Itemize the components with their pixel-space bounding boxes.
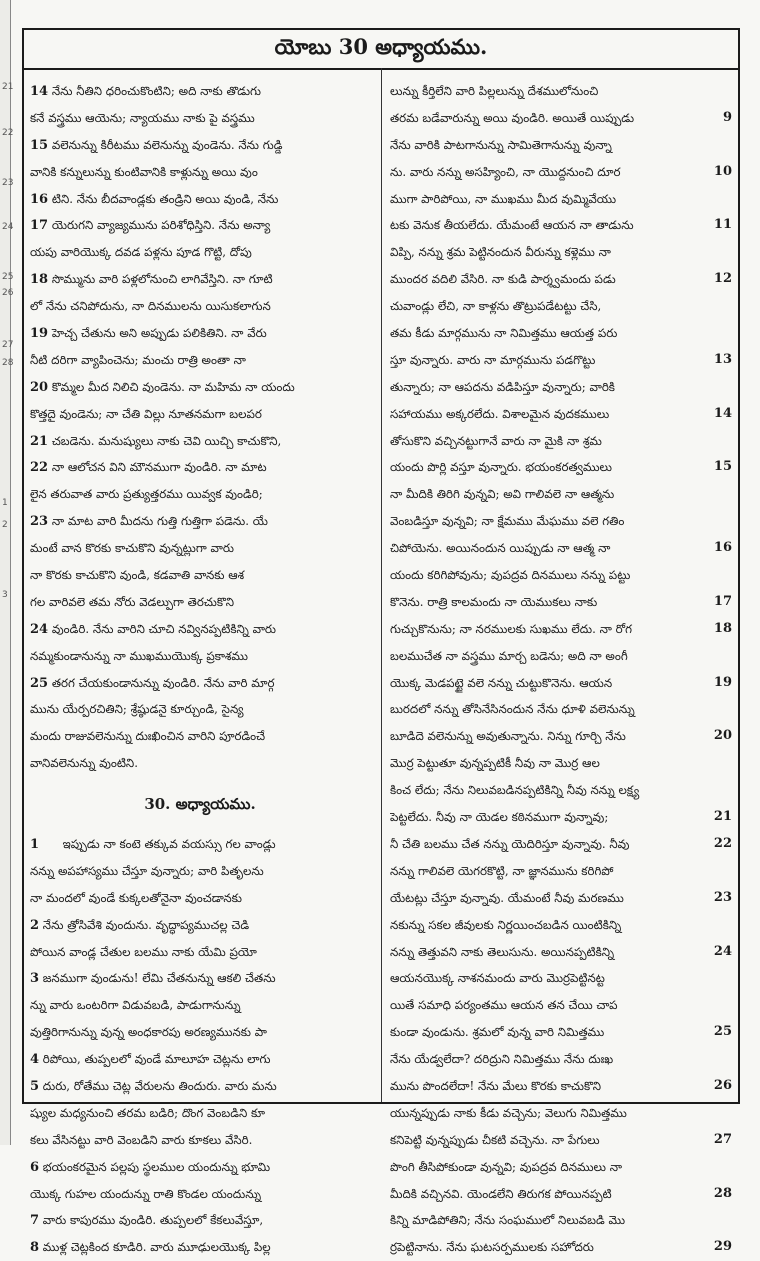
verse-text: గుచ్చుకొనును; నా నరములకు సుఖము లేదు. నా రోగ: [390, 621, 632, 636]
verse-text: పోయిన వాండ్ల చేతుల బలము నాకు యేమి ప్రయో: [30, 944, 257, 959]
verse-number: 19: [713, 674, 732, 690]
verse-number: 25: [713, 1024, 732, 1040]
text-line: [30, 401, 370, 428]
verse-text: యున్నప్పుడు నాకు కీడు వచ్చెను; వెలుగు నిమిత్తము: [390, 1105, 627, 1120]
margin-number: 21: [2, 82, 14, 92]
verse-number: 24: [30, 621, 49, 637]
verse-number: 22: [713, 835, 732, 851]
text-line: [390, 347, 732, 374]
verse-text: యేటట్లు చేస్తూ వున్నావు. యేమంటే నీవు మరణము: [390, 890, 624, 905]
text-line: [390, 1100, 732, 1127]
verse-text: టిని. నేను బీదవాండ్లకు తండ్రిని అయి వుండి, నేను: [51, 191, 279, 206]
text-line: [30, 1100, 370, 1127]
verse-text: గల వారివలె తమ నోరు వెడల్పుగా తెరచుకొని: [30, 594, 234, 609]
verse-text: నన్ను తెత్తువని నాకు తెలుసును. అయినప్పటికిన్ని: [390, 944, 615, 959]
verse-text: జనముగా వుండును! లేమి చేతనున్ను ఆకలి చేతను: [42, 971, 276, 986]
text-line: [30, 696, 370, 723]
text-line: [390, 401, 732, 428]
verse-number: 18: [713, 620, 732, 636]
verse-text: వానివలెనున్ను వుంటిని.: [30, 756, 138, 771]
verse-text: ఆయనయొక్క నాశనమందు వారు మొర్రపెట్టినట్ట: [390, 971, 605, 986]
verse-text: యందు పొర్లి వస్తూ వున్నారు. భయంకరత్వములు: [390, 460, 612, 475]
verse-text: తరమ బడేవారున్ను అయి వుండిరి. అయితే యిప్పుడు: [390, 110, 635, 125]
text-line: [390, 723, 732, 750]
verse-text: వుండిరి. నేను వారిని చూచి నవ్వినప్పటికిన్ని వారు: [51, 621, 277, 636]
text-line: [30, 454, 370, 481]
verse-text: ఇప్పుడు నా కంటె తక్కువ వయస్సు గల వాండ్లు: [62, 836, 276, 851]
text-line: [30, 1234, 370, 1261]
text-line: [390, 132, 732, 159]
text-line: [30, 266, 370, 293]
text-line: [30, 1073, 370, 1100]
verse-number: 4: [30, 1052, 40, 1068]
text-line: [390, 616, 732, 643]
margin-number: 22: [2, 128, 14, 138]
verse-text: మును యేర్పరచితిని; శ్రేష్ఠుడనై కూర్చుండి, సైన్య: [30, 702, 244, 717]
text-line: [30, 1019, 370, 1046]
verse-text: నా మీదికి తిరిగి వున్నవి; అవి గాలివలె నా ఆత్మను: [390, 487, 615, 502]
verse-number: 14: [30, 84, 49, 99]
verse-text: కొమ్మల మీద నిలిచి వుండెను. నా మహిమ నా యందు: [51, 379, 295, 394]
chapter-heading: 30. అధ్యాయము.: [144, 794, 256, 813]
verse-text: న్ను వారు ఒంటరిగా విడువబడి, పాడుగానున్ను: [30, 998, 241, 1013]
verse-number: 8: [30, 1240, 40, 1256]
verse-text: నన్ను గాలివలె యెగరకొట్టి, నా జ్ఞానమును కరిగిపో: [390, 863, 614, 878]
left-column: [30, 78, 370, 1261]
text-line: [390, 670, 732, 697]
verse-number: 2: [30, 917, 40, 933]
verse-text: కిన్ని మాడిపోతిని; నేను సంఘములో నిలువబడి మొ: [390, 1213, 626, 1228]
text-line: [390, 105, 732, 132]
text-line: [390, 1046, 732, 1073]
text-line: [390, 159, 732, 186]
text-line: [30, 78, 370, 105]
verse-text: మంటే వాన కొరకు కాచుకొని వున్నట్లుగా వారు: [30, 541, 234, 556]
verse-text: మొర్ర పెట్టుతూ వున్నప్పటికీ నీవు నా మొర్ర ఆల: [390, 756, 600, 771]
verse-text: నా కొరకు కాచుకొని వుండి, కడవాతి వానకు ఆశ: [30, 568, 245, 583]
text-line: [30, 1046, 370, 1073]
text-line: [390, 1181, 732, 1208]
text-line: [30, 939, 370, 966]
verse-text: హెచ్చ చేతును అని అప్పుడు పలికితిని. నా వేరు: [51, 326, 267, 341]
scan-edge: [0, 0, 14, 1145]
text-line: [30, 723, 370, 750]
verse-text: నా మందలో వుండే కుక్కలతోనైనా వుంచడానకు: [30, 890, 242, 905]
verse-text: నీటి దరిగా వ్యాపించెను; మంచు రాత్రి అంతా నా: [30, 352, 246, 367]
text-line: [390, 912, 732, 939]
text-line: [30, 992, 370, 1019]
verse-text: రిపోయి, తుప్పలలో వుండే మాలూహ చెట్లను లాగు: [42, 1052, 271, 1067]
verse-text: టకు వెనుక తీయలేదు. యేమంటే ఆయన నా తాడును: [390, 218, 634, 233]
text-line: [390, 885, 732, 912]
verse-number: 11: [713, 217, 732, 233]
verse-text: వారు కాపురము వుండిరి. తుప్పలలో కేకలువేస్తూ,: [42, 1213, 264, 1228]
text-line: [30, 912, 370, 939]
verse-number: 24: [713, 943, 732, 959]
verse-number: 15: [713, 459, 732, 475]
text-line: [390, 858, 732, 885]
margin-number: 3: [2, 590, 8, 600]
verse-text: యొక్క గుహల యందున్ను రాతి కొండల యందున్ను: [30, 1186, 262, 1201]
verse-text: నన్ను అపహాస్యము చేస్తూ వున్నారు; వారి పితృలను: [30, 863, 264, 878]
margin-number: 26: [2, 288, 14, 298]
verse-text: చువాండ్లు లేచి, నా కాళ్లను తొట్రుపడేటట్టు చేసి,: [390, 299, 602, 314]
text-line: [390, 750, 732, 777]
verse-text: యెరుగని వ్యాజ్యమును పరిశోధిస్తిని. నేను అన్యా: [51, 218, 271, 233]
verse-number: 20: [30, 379, 49, 395]
text-line: [30, 670, 370, 697]
verse-number: 23: [30, 514, 49, 530]
verse-text: ర్రపెట్టినాను. నేను ఘటసర్పములకు సహోదరు: [390, 1240, 594, 1255]
margin-number: 1: [2, 498, 8, 508]
text-line: [390, 239, 732, 266]
verse-text: విప్పి, నన్ను శ్రమ పెట్టినందున వీరున్ను కళ్లెము నా: [390, 245, 611, 260]
verse-number: 28: [713, 1185, 732, 1201]
text-line: [390, 992, 732, 1019]
text-line: [30, 132, 370, 159]
margin-number: 2: [2, 520, 8, 530]
verse-text: కలు వేసినట్టు వారి వెంబడిని వారు కూకలు వేసిరి.: [30, 1132, 253, 1147]
text-line: [390, 1127, 732, 1154]
text-line: [30, 1154, 370, 1181]
page-frame: [22, 28, 740, 1256]
text-line: [390, 266, 732, 293]
verse-text: తోసుకొని వచ్చినట్టుగానే వారు నా మైకి నా శ్రమ: [390, 433, 602, 448]
text-line: [30, 885, 370, 912]
verse-text: ను. వారు నన్ను అసహ్యించి, నా యొద్దనుంచి దూర: [390, 164, 621, 179]
verse-number: 16: [713, 540, 732, 556]
verse-number: 29: [713, 1239, 732, 1255]
text-line: [390, 1207, 732, 1234]
text-line: [30, 428, 370, 455]
text-line: [30, 643, 370, 670]
text-line: [30, 535, 370, 562]
verse-number: 1: [30, 836, 40, 852]
verse-text: బూడిదె వలెనున్ను అవుతున్నాను. నిన్ను గూర్చి నేను: [390, 729, 626, 744]
verse-number: 20: [713, 728, 732, 744]
verse-number: 25: [30, 675, 49, 691]
verse-text: మందు రాజువలెనున్ను దుఃఖించిన వారిని పూరడించే: [30, 729, 266, 744]
text-line: [30, 858, 370, 885]
verse-number: 3: [30, 971, 40, 987]
text-line: [30, 159, 370, 186]
text-line: [30, 1127, 370, 1154]
verse-text: కొనెను. రాత్రి కాలమందు నా యెముకలు నాకు: [390, 594, 598, 609]
verse-text: మీదికి వచ్చినవి. యెండలేని తిరుగక పోయినప్పటి: [390, 1186, 612, 1201]
text-line: [390, 831, 732, 858]
text-line: [390, 804, 732, 831]
text-line: [30, 750, 370, 777]
text-line: [390, 643, 732, 670]
verse-text: కనే వస్త్రము ఆయెను; న్యాయము నాకు పై వస్త్రము: [30, 110, 255, 125]
verse-text: కనిపెట్టి వున్నప్పుడు చీకటి వచ్చెను. నా పేగులు: [390, 1132, 600, 1147]
text-line: [30, 320, 370, 347]
verse-number: 21: [713, 809, 732, 825]
verse-text: తున్నారు; నా ఆపదను వడిపిస్తూ వున్నారు; వారికి: [390, 379, 615, 394]
text-line: [30, 508, 370, 535]
text-line: [30, 347, 370, 374]
verse-text: యొక్క మెడపట్టై వలె నన్ను చుట్టుకొనెను. ఆయన: [390, 675, 613, 690]
verse-text: యితే సమాధి పర్యంతము ఆయన తన చేయి చాప: [390, 998, 618, 1013]
verse-text: యపు వారియొక్క దవడ పళ్లను పూడ గొట్టి, దోపు: [30, 245, 252, 260]
text-line: [390, 428, 732, 455]
text-line: [390, 562, 732, 589]
verse-text: భయంకరమైన పల్లపు స్థలముల యందున్ను భూమి: [42, 1159, 271, 1174]
verse-text: మును పొందలేదా! నేను మేలు కొరకు కాచుకొని: [390, 1078, 602, 1093]
text-line: [390, 1019, 732, 1046]
text-line: [390, 78, 732, 105]
right-column: [390, 78, 732, 1261]
text-line: [30, 481, 370, 508]
verse-text: ముందర వదిలి వేసిరి. నా కుడి పార్శ్వమందు పడు: [390, 272, 616, 287]
text-line: [30, 562, 370, 589]
text-line: [30, 186, 370, 213]
text-line: [30, 293, 370, 320]
margin-number: 23: [2, 178, 14, 188]
verse-number: 12: [713, 271, 732, 287]
verse-text: సహాయము అక్కరలేదు. విశాలమైన వుదకములు: [390, 406, 610, 421]
verse-number: 21: [30, 433, 49, 449]
verse-text: పెట్టలేదు. నీవు నా యెడల కఠినముగా వున్నావు;: [390, 810, 609, 825]
verse-text: వలెనున్ను కిరీటము వలెనున్ను వుండెను. నేను గుడ్డి: [51, 137, 283, 152]
verse-number: 16: [30, 191, 49, 207]
verse-text: నేను యేడ్వలేదా? దరిద్రుని నిమిత్తము నేను దుఃఖ: [390, 1052, 614, 1067]
text-line: [390, 939, 732, 966]
verse-text: బలముచేత నా వస్త్రము మార్చ బడెను; అది నా అంగీ: [390, 648, 628, 663]
text-line: [390, 454, 732, 481]
verse-text: ముగా పారిపోయి, నా ముఖము మీద వుమ్మివేయు: [390, 191, 617, 206]
verse-number: 22: [30, 460, 49, 476]
verse-text: కొత్తదై వుండెను; నా చేతి విల్లు నూతనమగా బలపర: [30, 406, 262, 421]
verse-number: 15: [30, 137, 49, 153]
verse-text: దురు, రోతేము చెట్ల వేరులను తిందురు. వారు మను: [42, 1078, 277, 1093]
text-line: [30, 374, 370, 401]
verse-number: 17: [30, 218, 49, 234]
text-line: [390, 777, 732, 804]
margin-number: 24: [2, 222, 14, 232]
verse-text: లైన తరువాత వారు ప్రత్యుత్తరము యివ్వక వుండిరి;: [30, 487, 263, 502]
verse-text: బురదలో నన్ను తోసినేసినందున నేను ధూళి వలెనున్ను: [390, 702, 635, 717]
text-line: [390, 535, 732, 562]
text-line: [390, 589, 732, 616]
verse-number: 27: [713, 1131, 732, 1147]
verse-text: తమ కీడు మార్గమును నా నిమిత్తము ఆయత్త పరు: [390, 326, 618, 341]
verse-number: 6: [30, 1159, 40, 1175]
verse-text: వుత్తిరిగానున్ను వున్న అంధకారపు అరణ్యమునకు పా: [30, 1025, 267, 1040]
verse-text: నేను వారికి పాటగానున్ను సామితెగానున్ను వున్నా: [390, 137, 612, 152]
column-divider: [381, 68, 382, 1102]
verse-number: 10: [713, 163, 732, 179]
verse-number: 9: [722, 109, 732, 125]
verse-number: 14: [713, 405, 732, 421]
text-line: [30, 239, 370, 266]
verse-text: లున్ను కీర్తిలేని వారి పిల్లలున్ను దేశములోనుంచి: [390, 84, 599, 98]
verse-text: వానికి కన్నులున్ను కుంటివానికి కాళ్లున్ను అయి వుం: [30, 164, 258, 179]
verse-number: 17: [713, 593, 732, 609]
verse-number: 5: [30, 1078, 40, 1094]
text-line: [30, 1207, 370, 1234]
verse-number: 23: [713, 889, 732, 905]
text-line: [30, 965, 370, 992]
verse-text: నేను నీతిని ధరించుకొంటిని; అది నాకు తొడుగు: [51, 84, 262, 98]
margin-number: 27: [2, 340, 14, 350]
verse-text: స్తూ వున్నారు. వారు నా మార్గమును పడగొట్టు: [390, 352, 596, 367]
verse-number: 19: [30, 326, 49, 342]
text-line: [390, 1073, 732, 1100]
verse-text: కుండా వుండును. శ్రమలో వున్న వారి నిమిత్తము: [390, 1025, 605, 1040]
verse-text: నమ్మకుండానున్ను నా ముఖముయొక్క ప్రకాశము: [30, 648, 248, 663]
verse-number: 7: [30, 1213, 40, 1229]
text-line: [390, 508, 732, 535]
verse-text: నా మాట వారి మీదను గుత్తి గుత్తిగా పడెను. యే: [51, 514, 268, 529]
verse-text: ముళ్ల చెట్లకింద కూడిరి. వారు మూఢులయొక్క పిల్ల: [42, 1240, 271, 1255]
verse-text: పొంగి తీసిపోకుండా వున్నవి; వుపద్రవ దినములు నా: [390, 1159, 623, 1174]
verse-text: చిపోయెను. అయినందున యిప్పుడు నా ఆత్మ నా: [390, 541, 611, 556]
text-line: [30, 616, 370, 643]
verse-text: నీ చేతి బలము చేత నన్ను యెదిరిస్తూ వున్నావు. నీవు: [390, 836, 630, 851]
verse-text: నకున్ను సకల జీవులకు నిర్ణయించబడిన యింటికిన్ని: [390, 917, 622, 932]
text-line: [390, 696, 732, 723]
verse-text: యందు కరిగిపోవును; వుపద్రవ దినములు నన్ను పట్టు: [390, 568, 631, 583]
text-line: [390, 1154, 732, 1181]
margin-number: 28: [2, 358, 14, 368]
verse-number: 18: [30, 272, 49, 288]
text-line: [390, 186, 732, 213]
text-line: [30, 1181, 370, 1208]
text-line: [390, 965, 732, 992]
verse-text: చబడెను. మనుష్యులు నాకు చెవి యిచ్చి కాచుకొని,: [51, 433, 282, 448]
text-line: [30, 105, 370, 132]
verse-number: 26: [713, 1077, 732, 1093]
text-line: [390, 320, 732, 347]
page-header: [24, 30, 738, 70]
text-line: [390, 481, 732, 508]
text-line: [30, 212, 370, 239]
verse-text: ష్యుల మధ్యనుంచి తరమ బడిరి; దొంగ వెంబడిని కూ: [30, 1105, 266, 1120]
margin-number: 25: [2, 272, 14, 282]
verse-text: సొమ్మును వారి పళ్లలోనుంచి లాగివేస్తిని. నా గూటి: [51, 272, 273, 287]
verse-number: 13: [713, 351, 732, 367]
page-title: యోబు 30 అధ్యాయము.: [274, 33, 488, 59]
text-line: [390, 212, 732, 239]
text-line: [30, 589, 370, 616]
verse-text: కించ లేదు; నేను నిలువబడినప్పటికిన్ని నీవు నన్ను లక్ష్య: [390, 783, 640, 798]
text-line: [390, 374, 732, 401]
text-line: [390, 1234, 732, 1261]
verse-text: లో నేను చనిపోదును, నా దినములను యిసుకలాగున: [30, 299, 271, 314]
text-line: [390, 293, 732, 320]
verse-text: తరగ చేయకుండానున్ను వుండిరి. నేను వారి మార్గ: [51, 675, 275, 690]
text-line: [30, 831, 370, 858]
verse-text: నేను త్రోసివేశి వుందును. వృద్ధాప్యముచల్ల చెడి: [42, 917, 250, 932]
verse-text: వెంబడిస్తూ వున్నవి; నా క్షేమము మేఘము వలె గతిం: [390, 514, 625, 529]
verse-text: నా ఆలోచన విని మౌనముగా వుండిరి. నా మాట: [51, 460, 267, 475]
